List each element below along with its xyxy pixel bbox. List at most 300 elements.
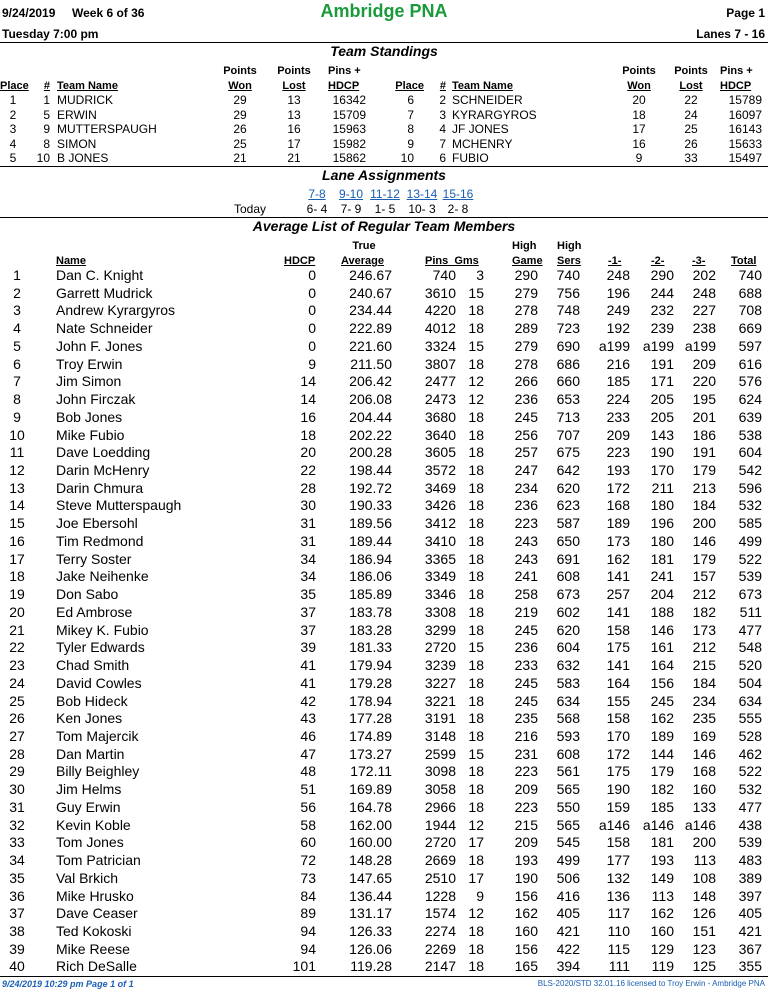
member-gms: 18 <box>468 852 484 869</box>
member-g1: 172 <box>606 479 630 496</box>
member-g2: 185 <box>650 798 674 815</box>
member-tot: 634 <box>738 692 762 709</box>
member-row <box>0 675 768 693</box>
member-g1: 141 <box>606 603 630 620</box>
member-hg: 231 <box>514 745 538 762</box>
member-name: Darin Chmura <box>56 479 144 496</box>
member-gms: 3 <box>476 267 484 283</box>
member-hg: 290 <box>514 267 538 283</box>
member-hdcp: 0 <box>308 302 316 319</box>
member-g2: 171 <box>650 373 674 390</box>
member-avg: 148.28 <box>349 852 392 869</box>
member-name: John F. Jones <box>56 337 143 354</box>
member-g3: 201 <box>692 408 716 425</box>
member-g1: 141 <box>606 657 630 674</box>
member-hdcp: 30 <box>300 497 316 514</box>
member-n: 21 <box>9 621 25 638</box>
member-g2: 129 <box>650 940 674 957</box>
member-avg: 172.11 <box>350 763 392 780</box>
report-date: 9/24/2019 <box>2 6 56 20</box>
member-pins: 4220 <box>424 302 456 319</box>
member-avg: 174.89 <box>349 727 392 744</box>
member-tot: 511 <box>739 603 762 620</box>
member-hdcp: 31 <box>300 515 316 532</box>
member-row <box>0 462 768 480</box>
standing-pins: 15963 <box>332 122 366 136</box>
member-avg: 186.06 <box>349 568 392 585</box>
member-hs: 602 <box>556 603 580 620</box>
member-gms: 18 <box>468 763 484 780</box>
member-avg: 221.60 <box>349 337 392 354</box>
col-team: Team Name <box>57 80 118 92</box>
member-g1: 248 <box>606 267 630 283</box>
member-hs: 561 <box>556 763 580 780</box>
member-g1: 110 <box>607 923 630 939</box>
member-name: Ed Ambrose <box>56 603 133 620</box>
member-tot: 624 <box>738 391 762 408</box>
member-avg: 119.28 <box>350 958 392 975</box>
member-g2: 205 <box>650 408 674 425</box>
standing-place: 4 <box>9 136 17 151</box>
standing-won: 21 <box>233 151 247 165</box>
member-gms: 18 <box>468 320 484 337</box>
member-g3: 238 <box>692 320 716 337</box>
member-hdcp: 94 <box>300 923 316 939</box>
member-hdcp: 84 <box>300 887 316 904</box>
member-tot: 740 <box>738 267 762 283</box>
lanes-title: Lane Assignments <box>322 167 446 183</box>
col-avg-1: True <box>352 240 376 252</box>
member-hdcp: 43 <box>300 710 316 727</box>
member-g3: 173 <box>692 621 716 638</box>
member-n: 12 <box>9 462 25 479</box>
member-hg: 209 <box>514 834 538 851</box>
member-hdcp: 39 <box>300 639 316 656</box>
member-gms: 18 <box>468 710 484 727</box>
member-avg: 183.28 <box>349 621 392 638</box>
member-name: Mike Hrusko <box>56 887 134 904</box>
member-avg: 211.50 <box>350 355 392 372</box>
member-g3: 108 <box>692 869 716 886</box>
member-n: 40 <box>9 958 25 975</box>
member-hg: 215 <box>514 816 538 833</box>
member-n: 19 <box>9 586 25 603</box>
member-gms: 18 <box>468 550 484 567</box>
member-row <box>0 338 768 356</box>
member-pins: 2510 <box>424 869 456 886</box>
member-g1: 117 <box>607 905 630 922</box>
col-place: Place <box>0 80 29 92</box>
member-g2: 162 <box>650 905 674 922</box>
member-n: 37 <box>9 905 25 922</box>
col-pins-2: HDCP <box>328 80 360 92</box>
member-avg: 200.28 <box>349 444 392 461</box>
member-hs: 620 <box>556 479 580 496</box>
member-hdcp: 42 <box>300 692 316 709</box>
member-n: 4 <box>13 320 21 337</box>
col-won-2: Won <box>627 80 651 92</box>
member-avg: 169.89 <box>349 781 392 798</box>
member-g1: a199 <box>598 337 630 354</box>
member-g2: 244 <box>650 284 674 301</box>
member-tot: 483 <box>738 852 762 869</box>
member-avg: 204.44 <box>349 408 392 425</box>
member-name: Jim Helms <box>56 781 122 798</box>
member-name: David Cowles <box>56 674 142 691</box>
standing-pins: 15982 <box>332 136 366 151</box>
member-hdcp: 41 <box>300 674 316 691</box>
member-pins: 3058 <box>424 781 456 798</box>
member-g2: 211 <box>651 479 674 496</box>
member-gms: 18 <box>468 515 484 532</box>
standing-won: 17 <box>632 122 646 136</box>
member-n: 13 <box>9 479 25 496</box>
member-row <box>0 391 768 409</box>
member-tot: 405 <box>738 905 762 922</box>
member-name: Dan C. Knight <box>56 267 144 283</box>
member-hg: 165 <box>514 958 538 975</box>
standing-won: 18 <box>632 107 646 122</box>
standing-row <box>0 122 768 136</box>
member-name: Chad Smith <box>56 657 130 674</box>
member-hdcp: 31 <box>300 532 316 549</box>
member-gms: 18 <box>468 532 484 549</box>
col-hdcp: HDCP <box>284 255 316 267</box>
member-row <box>0 604 768 622</box>
member-pins: 3412 <box>424 515 456 532</box>
member-avg: 173.27 <box>349 745 392 762</box>
member-hs: 422 <box>556 940 580 957</box>
member-hs: 568 <box>556 710 580 727</box>
member-hg: 233 <box>514 657 538 674</box>
member-g3: 235 <box>692 710 716 727</box>
col-lost-2: Lost <box>282 80 306 92</box>
member-tot: 673 <box>738 586 762 603</box>
member-avg: 186.94 <box>349 550 392 567</box>
member-tot: 616 <box>738 355 762 372</box>
member-g3: 248 <box>692 284 716 301</box>
member-g3: 146 <box>692 745 716 762</box>
member-avg: 136.44 <box>349 887 392 904</box>
averages-title: Average List of Regular Team Members <box>252 218 516 234</box>
member-g2: 149 <box>650 869 674 886</box>
member-n: 11 <box>9 444 25 461</box>
member-hg: 278 <box>514 355 538 372</box>
member-g2: 119 <box>651 958 674 975</box>
standing-place: 6 <box>407 93 414 107</box>
member-hg: 236 <box>514 639 538 656</box>
member-hs: 740 <box>556 267 580 283</box>
member-g1: 192 <box>606 320 630 337</box>
member-name: Nate Schneider <box>56 320 153 337</box>
member-g1: 136 <box>606 887 630 904</box>
member-gms: 18 <box>468 586 484 603</box>
member-n: 18 <box>9 568 25 585</box>
standing-pins: 15789 <box>728 93 762 107</box>
member-g3: 191 <box>692 444 716 461</box>
member-n: 29 <box>9 763 25 780</box>
member-hs: 653 <box>556 391 580 408</box>
member-gms: 18 <box>468 497 484 514</box>
member-tot: 477 <box>738 621 762 638</box>
member-gms: 18 <box>468 621 484 638</box>
member-hg: 245 <box>514 674 538 691</box>
member-gms: 17 <box>468 869 484 886</box>
member-g3: 157 <box>692 568 716 585</box>
member-hs: 587 <box>556 515 580 532</box>
member-hdcp: 73 <box>300 869 316 886</box>
member-avg: 189.44 <box>349 532 392 549</box>
member-hg: 209 <box>514 781 538 798</box>
member-g1: 115 <box>607 940 630 957</box>
member-g3: 133 <box>692 798 716 815</box>
standing-won: 16 <box>632 136 646 151</box>
standing-num: 7 <box>439 136 446 151</box>
member-hg: 243 <box>514 532 538 549</box>
standing-team: KYRARGYROS <box>452 107 537 122</box>
member-pins: 3239 <box>424 657 456 674</box>
footer-left: 9/24/2019 10:29 pm Page 1 of 1 <box>2 979 134 989</box>
member-name: Val Brkich <box>56 869 118 886</box>
standing-team: SCHNEIDER <box>452 93 523 107</box>
member-n: 17 <box>9 550 25 567</box>
standing-num: 4 <box>439 122 446 136</box>
standing-place: 5 <box>9 151 17 165</box>
member-g1: 223 <box>606 444 630 461</box>
col-lost-2: Lost <box>679 80 703 92</box>
member-row <box>0 356 768 374</box>
member-avg: 189.56 <box>349 515 392 532</box>
member-n: 16 <box>9 532 25 549</box>
member-g1: 168 <box>606 497 630 514</box>
member-pins: 3191 <box>424 710 456 727</box>
lane-pair-teams: 1- 5 <box>374 202 396 216</box>
member-hg: 156 <box>514 940 538 957</box>
member-hdcp: 0 <box>308 320 316 337</box>
member-g1: 158 <box>606 621 630 638</box>
member-pins: 2274 <box>424 923 456 939</box>
member-gms: 18 <box>468 302 484 319</box>
member-row <box>0 480 768 498</box>
member-hg: 219 <box>514 603 538 620</box>
member-name: Rich DeSalle <box>56 958 137 975</box>
lane-pair-link: 11-12 <box>370 187 400 201</box>
member-gms: 18 <box>468 426 484 443</box>
member-row <box>0 586 768 604</box>
member-hdcp: 72 <box>300 852 316 869</box>
member-hs: 675 <box>556 444 580 461</box>
member-g3: 200 <box>692 834 716 851</box>
member-n: 3 <box>13 302 21 319</box>
standing-lost: 13 <box>287 93 301 107</box>
member-tot: 596 <box>738 479 762 496</box>
member-hs: 660 <box>556 373 580 390</box>
member-tot: 542 <box>738 462 762 479</box>
member-pins: 3610 <box>424 284 456 301</box>
standing-num: 9 <box>43 122 50 136</box>
member-hdcp: 28 <box>300 479 316 496</box>
member-hg: 258 <box>514 586 538 603</box>
member-gms: 18 <box>468 781 484 798</box>
col-hg-1: High <box>512 240 537 252</box>
member-g1: 249 <box>606 302 630 319</box>
member-pins: 3349 <box>424 568 456 585</box>
member-tot: 548 <box>738 639 762 656</box>
member-n: 34 <box>9 852 25 869</box>
member-avg: 198.44 <box>349 462 392 479</box>
standing-num: 6 <box>439 151 446 165</box>
member-tot: 389 <box>738 869 762 886</box>
member-g3: 169 <box>692 727 716 744</box>
member-g2: 170 <box>650 462 674 479</box>
member-gms: 18 <box>468 958 484 975</box>
member-hg: 160 <box>514 923 538 939</box>
member-name: Mikey K. Fubio <box>56 621 149 638</box>
member-tot: 421 <box>738 923 762 939</box>
member-pins: 2720 <box>424 834 456 851</box>
member-row <box>0 302 768 320</box>
member-row <box>0 870 768 888</box>
member-name: Garrett Mudrick <box>56 284 153 301</box>
member-hdcp: 48 <box>300 763 316 780</box>
member-hs: 593 <box>556 727 580 744</box>
member-n: 27 <box>9 727 25 744</box>
lane-pair-link: 13-14 <box>406 187 438 201</box>
member-avg: 178.94 <box>349 692 392 709</box>
member-avg: 126.33 <box>349 923 392 939</box>
member-name: Tyler Edwards <box>56 639 145 656</box>
member-g1: 170 <box>606 727 630 744</box>
member-g1: 162 <box>606 550 630 567</box>
member-avg: 240.67 <box>349 284 392 301</box>
member-name: Tom Jones <box>56 834 124 851</box>
member-hs: 583 <box>556 674 580 691</box>
member-hs: 394 <box>556 958 580 975</box>
day-time: Tuesday 7:00 pm <box>2 27 99 41</box>
member-n: 14 <box>9 497 25 514</box>
member-hg: 234 <box>514 479 538 496</box>
member-gms: 18 <box>468 674 484 691</box>
member-tot: 438 <box>738 816 762 833</box>
member-name: Joe Ebersohl <box>56 515 138 532</box>
member-hg: 256 <box>514 426 538 443</box>
member-name: Bob Hideck <box>56 692 128 709</box>
member-name: Ken Jones <box>56 710 123 727</box>
member-hg: 236 <box>514 497 538 514</box>
member-name: Darin McHenry <box>56 462 150 479</box>
member-g2: 179 <box>650 763 674 780</box>
member-avg: 183.78 <box>349 603 392 620</box>
member-name: Terry Soster <box>56 550 132 567</box>
member-gms: 12 <box>468 816 484 833</box>
member-n: 35 <box>9 869 25 886</box>
member-g2: 164 <box>650 657 674 674</box>
member-hdcp: 0 <box>308 284 316 301</box>
member-hs: 405 <box>556 905 580 922</box>
member-g3: 148 <box>692 887 716 904</box>
standing-row <box>0 137 768 151</box>
col-pins-1: Pins + <box>328 65 361 77</box>
member-g3: 227 <box>692 302 716 319</box>
member-n: 9 <box>13 408 21 425</box>
member-hg: 216 <box>514 727 538 744</box>
member-row <box>0 746 768 764</box>
member-hs: 620 <box>556 621 580 638</box>
member-name: Mike Reese <box>56 940 130 957</box>
member-g3: 146 <box>692 532 716 549</box>
member-name: Jim Simon <box>56 373 122 390</box>
standing-place: 3 <box>9 122 17 136</box>
member-pins: 3572 <box>424 462 456 479</box>
member-g2: 232 <box>650 302 674 319</box>
member-g1: 177 <box>606 852 630 869</box>
lane-pair-teams: 10- 3 <box>408 202 436 216</box>
member-row <box>0 905 768 923</box>
member-hs: 690 <box>556 337 580 354</box>
member-hdcp: 34 <box>300 550 316 567</box>
member-n: 32 <box>9 816 25 833</box>
member-hg: 235 <box>514 710 538 727</box>
member-hdcp: 89 <box>300 905 316 922</box>
lane-pair-link: 15-16 <box>442 187 474 201</box>
member-name: John Firczak <box>56 391 136 408</box>
member-row <box>0 497 768 515</box>
member-hs: 545 <box>556 834 580 851</box>
col-total: Total <box>731 255 757 267</box>
member-n: 5 <box>13 337 21 354</box>
member-g2: 190 <box>650 444 674 461</box>
member-g2: 161 <box>650 639 674 656</box>
col-place: Place <box>395 80 424 92</box>
standing-row <box>0 151 768 165</box>
member-hdcp: 22 <box>300 462 316 479</box>
member-g1: 224 <box>606 391 630 408</box>
member-n: 30 <box>9 781 25 798</box>
member-row <box>0 888 768 906</box>
standing-team: JF JONES <box>452 122 509 136</box>
member-hs: 565 <box>556 781 580 798</box>
member-hdcp: 9 <box>308 355 316 372</box>
standing-num: 3 <box>439 107 446 122</box>
standing-team: MUDRICK <box>57 93 113 107</box>
standing-num: 8 <box>43 136 50 151</box>
standing-lost: 25 <box>684 122 698 136</box>
member-hs: 506 <box>556 869 580 886</box>
member-pins: 1574 <box>424 905 456 922</box>
member-pins: 2477 <box>424 373 456 390</box>
member-hdcp: 60 <box>300 834 316 851</box>
member-avg: 234.44 <box>349 302 392 319</box>
member-n: 38 <box>9 923 25 939</box>
member-hs: 608 <box>556 568 580 585</box>
member-pins: 3098 <box>424 763 456 780</box>
member-name: Mike Fubio <box>56 426 125 443</box>
member-row <box>0 941 768 959</box>
member-n: 26 <box>9 710 25 727</box>
member-hdcp: 47 <box>300 745 316 762</box>
member-g1: 233 <box>606 408 630 425</box>
member-g2: 182 <box>650 781 674 798</box>
standing-lost: 26 <box>684 136 698 151</box>
member-g2: 181 <box>650 834 674 851</box>
standing-num: 2 <box>439 93 446 107</box>
col-pins-gms: Pins Gms <box>425 255 479 267</box>
standing-lost: 33 <box>684 151 698 165</box>
member-row <box>0 444 768 462</box>
member-hs: 634 <box>556 692 580 709</box>
member-row <box>0 817 768 835</box>
member-hdcp: 20 <box>300 444 316 461</box>
